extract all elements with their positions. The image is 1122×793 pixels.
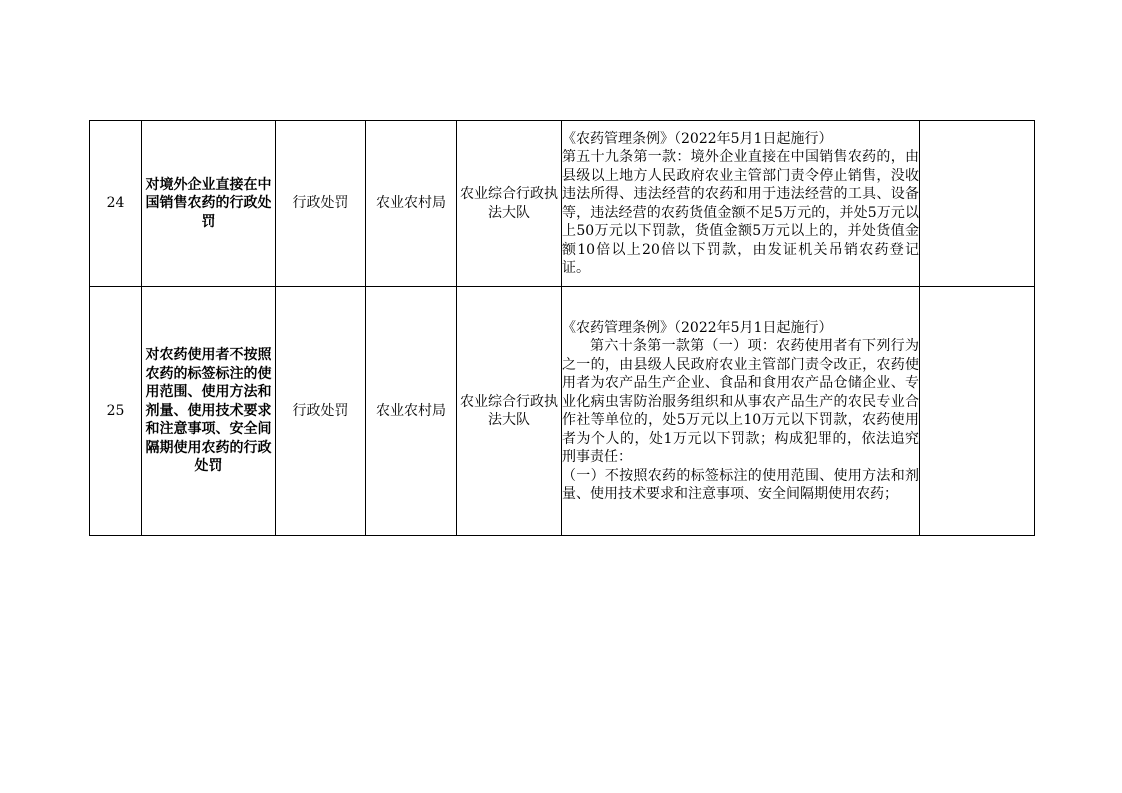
table-row bbox=[90, 287, 1035, 536]
basis-header: 《农药管理条例》（2022年5月1日起施行） bbox=[562, 319, 833, 336]
power-list-table bbox=[89, 120, 1035, 536]
row-number: 25 bbox=[90, 287, 142, 536]
table-row bbox=[90, 121, 1035, 287]
item-legal-basis bbox=[562, 287, 920, 536]
basis-item: （一）不按照农药的标签标注的使用范围、使用方法和剂量、使用技术要求和注意事项、安全间隔期使用农药； bbox=[562, 467, 919, 502]
item-enforcement-unit: 农业综合行政执法大队 bbox=[457, 121, 562, 287]
row-number: 24 bbox=[90, 121, 142, 287]
item-legal-basis bbox=[562, 121, 920, 287]
basis-body: 第五十九条第一款：境外企业直接在中国销售农药的，由县级以上地方人民政府农业主管部门责令停止销售，没收违法所得、违法经营的农药和用于违法经营的工具、设备等，违法经营的农药货值金额不足5万元的，并处5万元以上50万元以下罚款，货值金额5万元以上的，并处货值金额10倍以上20倍以下罚款，由发证机关吊销农药登记证。 bbox=[562, 149, 919, 276]
item-department: 农业农村局 bbox=[366, 287, 457, 536]
item-department: 农业农村局 bbox=[366, 121, 457, 287]
item-note bbox=[920, 121, 1035, 287]
item-category: 行政处罚 bbox=[276, 287, 366, 536]
item-title: 对农药使用者不按照农药的标签标注的使用范围、使用方法和剂量、使用技术要求和注意事项、安全间隔期使用农药的行政处罚 bbox=[142, 287, 276, 536]
basis-header: 《农药管理条例》（2022年5月1日起施行） bbox=[562, 130, 833, 147]
item-title: 对境外企业直接在中国销售农药的行政处罚 bbox=[142, 121, 276, 287]
basis-body: 第六十条第一款第（一）项：农药使用者有下列行为之一的，由县级人民政府农业主管部门责令改正，农药使用者为农产品生产企业、食品和食用农产品仓储企业、专业化病虫害防治服务组织和从事农产品生产的农民专业合作社等单位的，处5万元以上10万元以下罚款，农药使用者为个人的，处1万元以下罚款；构成犯罪的，依法追究刑事责任： bbox=[562, 338, 919, 465]
item-category: 行政处罚 bbox=[276, 121, 366, 287]
item-enforcement-unit: 农业综合行政执法大队 bbox=[457, 287, 562, 536]
item-note bbox=[920, 287, 1035, 536]
